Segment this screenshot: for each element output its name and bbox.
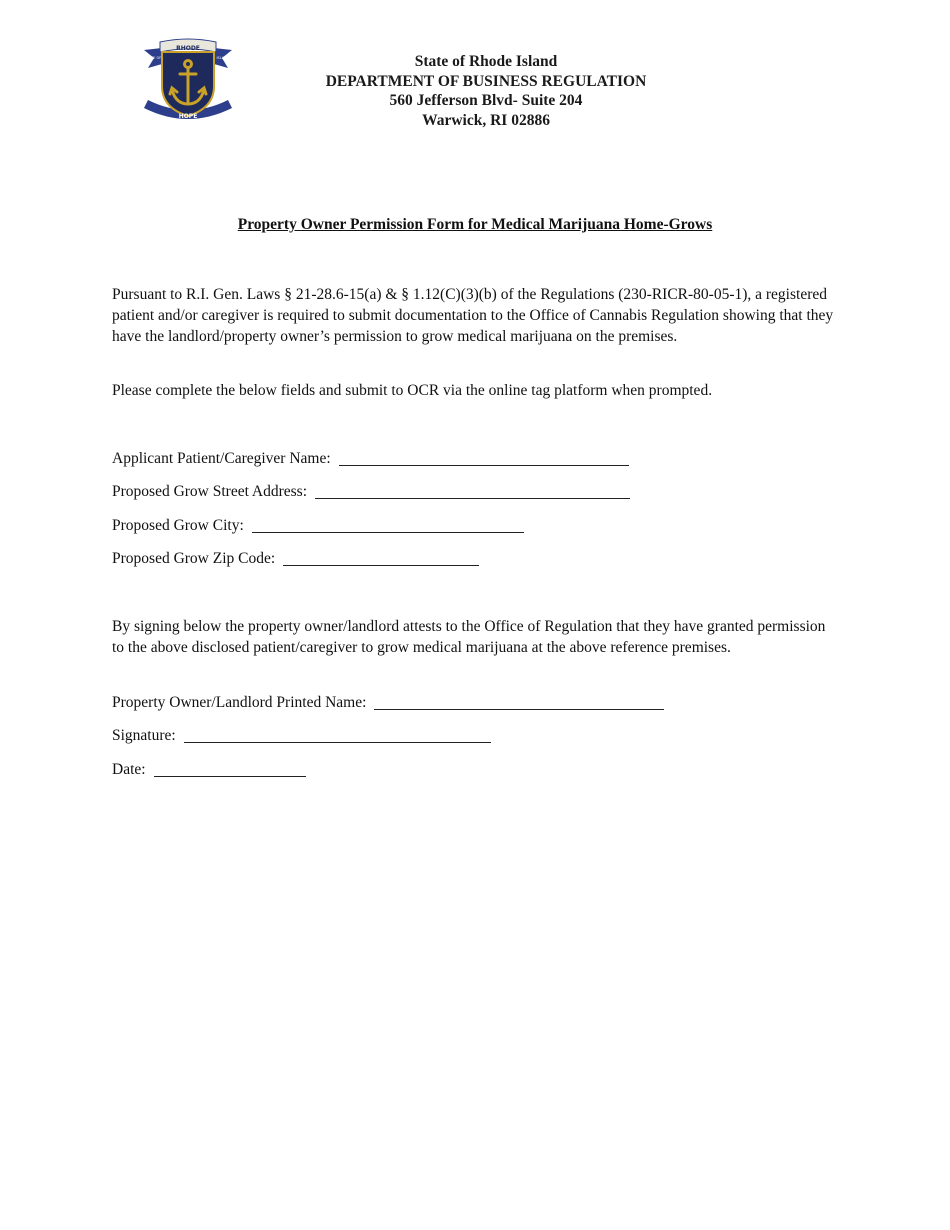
street-address-label: Proposed Grow Street Address:	[112, 483, 308, 500]
seal-motto: HOPE	[178, 113, 198, 120]
applicant-name-field[interactable]	[112, 449, 629, 469]
signature-field[interactable]	[112, 726, 491, 746]
owner-printed-name-field[interactable]	[112, 693, 664, 713]
date-label: Date:	[112, 761, 146, 778]
rhode-island-seal	[140, 38, 236, 122]
letterhead-street: 560 Jefferson Blvd- Suite 204	[389, 92, 583, 109]
signature-line[interactable]	[184, 728, 491, 743]
city-field[interactable]	[112, 516, 524, 536]
zip-code-line[interactable]	[283, 551, 479, 566]
form-title: Property Owner Permission Form for Medical Marijuana Home-Grows	[237, 216, 713, 233]
zip-code-field[interactable]	[112, 549, 479, 569]
applicant-name-label: Applicant Patient/Caregiver Name:	[112, 450, 331, 467]
instruction-text: Please complete the below fields and submit to OCR via the online tag platform when prompted.	[112, 382, 713, 399]
zip-code-label: Proposed Grow Zip Code:	[112, 550, 276, 567]
date-line[interactable]	[154, 762, 306, 777]
seal-right-text: ISLAND	[216, 56, 230, 60]
letterhead-department: DEPARTMENT OF BUSINESS REGULATION	[325, 72, 647, 90]
street-address-field[interactable]	[112, 482, 630, 502]
city-label: Proposed Grow City:	[112, 517, 244, 534]
street-address-line[interactable]	[315, 484, 630, 499]
letterhead-state: State of Rhode Island	[414, 53, 558, 70]
city-line[interactable]	[252, 518, 524, 533]
attestation-paragraph: By signing below the property owner/landlord attests to the Office of Regulation that they have granted permission to the above disclosed patient/caregiver to grow medical marijuana at the above reference premises.	[112, 618, 826, 656]
owner-printed-name-line[interactable]	[374, 695, 664, 710]
letterhead-city: Warwick, RI 02886	[422, 111, 550, 129]
seal-top-text: RHODE	[176, 45, 200, 52]
intro-paragraph: Pursuant to R.I. Gen. Laws § 21-28.6-15(a) & § 1.12(C)(3)(b) of the Regulations (230-RICR-80-05-1), a registered patient and/or caregiver is required to submit documentation to the Office of Cannabis Regulation showing that they have the landlord/property owner’s permission to grow medical marijuana on the premises.	[112, 286, 834, 345]
signature-label: Signature:	[112, 727, 176, 744]
seal-left-text: STATE OF	[144, 56, 162, 60]
applicant-name-line[interactable]	[339, 451, 629, 466]
letterhead	[300, 52, 672, 130]
owner-printed-name-label: Property Owner/Landlord Printed Name:	[112, 694, 367, 711]
date-field[interactable]	[112, 760, 306, 780]
